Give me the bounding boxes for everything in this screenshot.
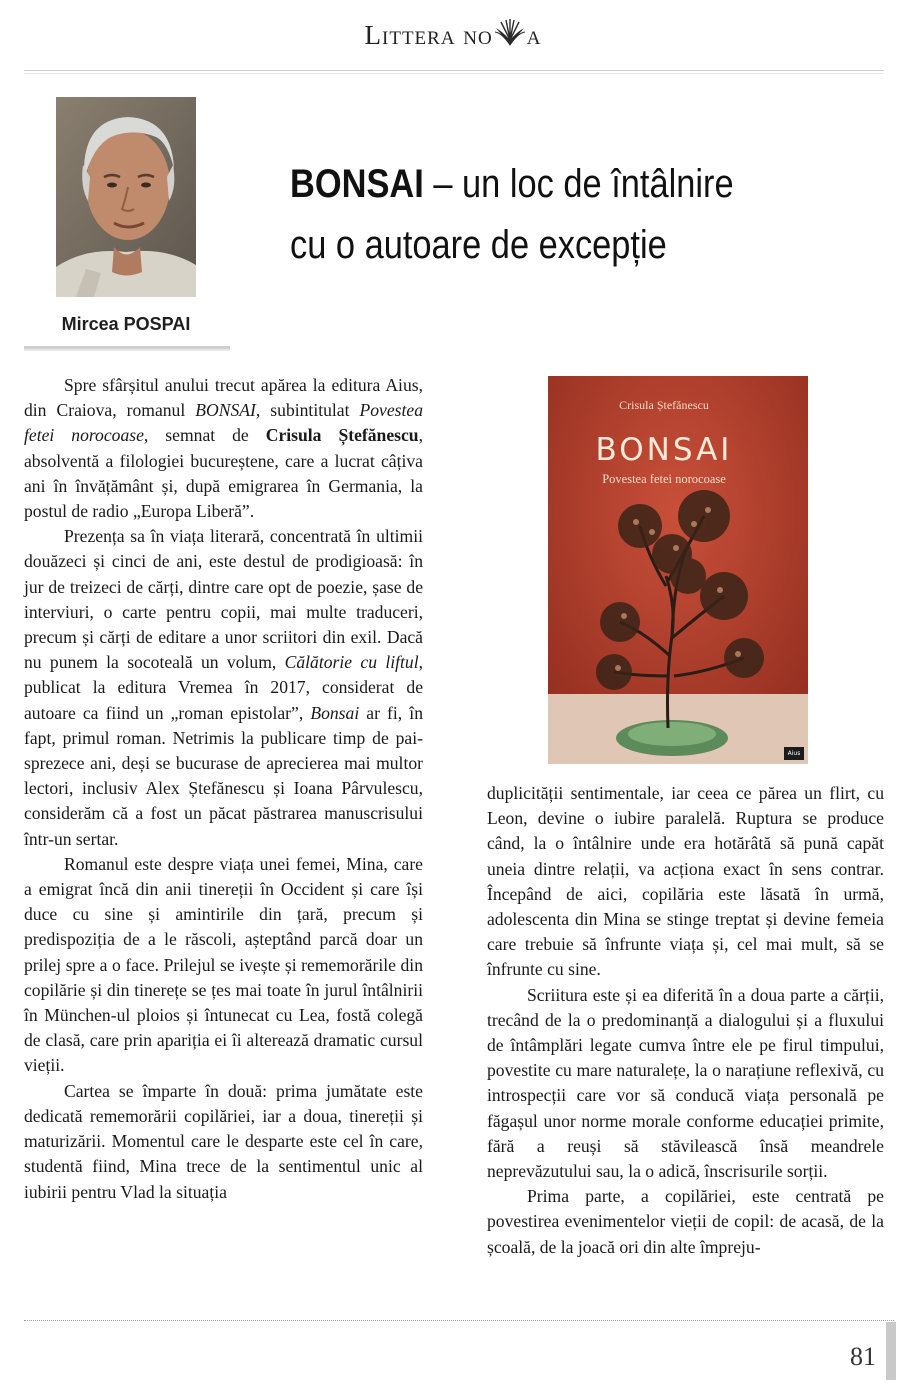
right-column: [487, 781, 884, 1260]
book-title: Bonsai: [310, 702, 360, 723]
author-name: Mircea POSPAI: [61, 314, 191, 334]
book-subtitle: Povestea fetei norocoase: [24, 400, 424, 446]
text-span: ar fi, în fapt, primul roman. Netrimis la publicare timp de paisprezece ani, deși se bucurase de aprecierea mai multor lectori, inclusiv Alex Ștefănescu și Ioana Pârvulescu, considerăm că a fost un păcat păstrarea manuscrisului într-un sertar.: [24, 702, 423, 849]
corner-mark: [886, 1322, 896, 1380]
book-title: BONSAI,: [195, 400, 261, 421]
author-photo: [56, 97, 196, 297]
text-span: , absolventă a filologiei bucureștene, care a lucrat câțiva ani în învățământ și, după emigrarea în Germania, la postul de radio „Europa Liberă”.: [24, 425, 423, 522]
cover-subtitle: Povestea fetei norocoase: [602, 472, 726, 486]
masthead: [0, 18, 906, 51]
paragraph: [24, 524, 423, 852]
publisher-logo: Aius: [784, 747, 804, 760]
paragraph: Romanul este despre viața unei femei, Mina, care a emigrat încă din anii tinereții în Occident și care își duce cu sine și amintirile din țară, precum și predispoziția de a le răscoli, așteptând parcă doar un prilej spre a o face. Prilejul se ivește și rememorările din copilărie și din tinerețe se țes mai toate în jurul întâlnirii în München-ul ploios și întunecat cu Lea, fostă colegă de clasă, care prin apariția ei îi alterează dramatic cursul vieții.: [24, 853, 423, 1076]
text-span: , publicat la editura Vremea în 2017, considerat de autoare ca fiind un „roman epistolar”,: [24, 652, 423, 723]
masthead-text-1: Littera no: [364, 20, 493, 50]
author-rule: [24, 346, 230, 351]
cover-title: BONSAI: [595, 432, 733, 468]
book-cover: [548, 376, 808, 764]
title-bold: BONSAI: [290, 162, 424, 206]
cover-author: Crisula Ștefănescu: [619, 398, 709, 412]
text-span: Spre sfârșitul anului trecut apărea la editura Aius, din Craiova, romanul: [24, 375, 423, 421]
article-title: [290, 154, 772, 276]
portrait-photo: [56, 97, 196, 297]
header-rule: [24, 70, 884, 74]
paragraph: Prima parte, a copilăriei, este centrată pe povestirea evenimentelor vieții de copil: de acasă, de la școală, de la joacă ori din alte împreju-: [487, 1186, 884, 1257]
text-span: , semnat de: [143, 425, 266, 446]
book-title: Călătorie cu liftul: [284, 652, 419, 673]
title-line-1: – un loc de întâlnire: [423, 162, 734, 206]
left-column: [24, 373, 423, 1205]
text-span: Prezența sa în viața literară, concentrată în ultimii douăzeci și cinci de ani, este destul de prodigioasă: în jur de treizeci de cărți, dintre care opt de poezie, șase de interviuri, o carte pentru copii, mai multe traduceri, precum și cărți de editare a unor scriitori din exil. Dacă nu punem la socoteală un volum,: [24, 526, 423, 673]
paragraph: Cartea se împarte în două: prima jumătate este dedicată rememorării copilăriei, iar a doua, tinereții și maturizării. Momentul care le desparte este cel în care, studentă fiind, Mina trece de la sentimentul unic al iubirii pentru Vlad la situația: [24, 1080, 423, 1202]
paragraph: [24, 373, 423, 524]
text-span: subintitulat: [260, 400, 360, 421]
author-reference: Crisula Ștefănescu: [265, 425, 419, 446]
footer-rule: [24, 1320, 894, 1321]
title-line-2: cu o autoare de excepție: [290, 223, 667, 267]
open-book-icon: [493, 18, 527, 46]
masthead-text-2: a: [526, 20, 542, 50]
page-number: 81: [850, 1342, 876, 1371]
paragraph: duplicității sentimentale, iar ceea ce părea un flirt, cu Leon, devine o iubire paralelă. Ruptura se produce când, la o întâlnire unde era hotărâtă să pună capăt uneia dintre relații, va acționa exact în sens contrar. Începând de aici, copilăria este lăsată în urmă, adolescenta din Mina se stinge treptat și devine femeia care trebuie să înfrunte viața și, cel mai mult, să se înfrunte cu sine.: [487, 783, 884, 980]
paragraph: Scriitura este și ea diferită în a doua parte a cărții, trecând de la o predominanță a dialogului și a fluxului de întâmplări legate cumva între ele pe firul timpului, povestite cu mare naturalețe, la o narațiune reflexivă, cu introspecții care vor să conducă viața personală pe făgașul unor norme morale conforme educației primite, fără a reuși să stăvilească însă meandrele neprevăzutului sau, la o adică, înscrisurile sorții.: [487, 984, 884, 1182]
